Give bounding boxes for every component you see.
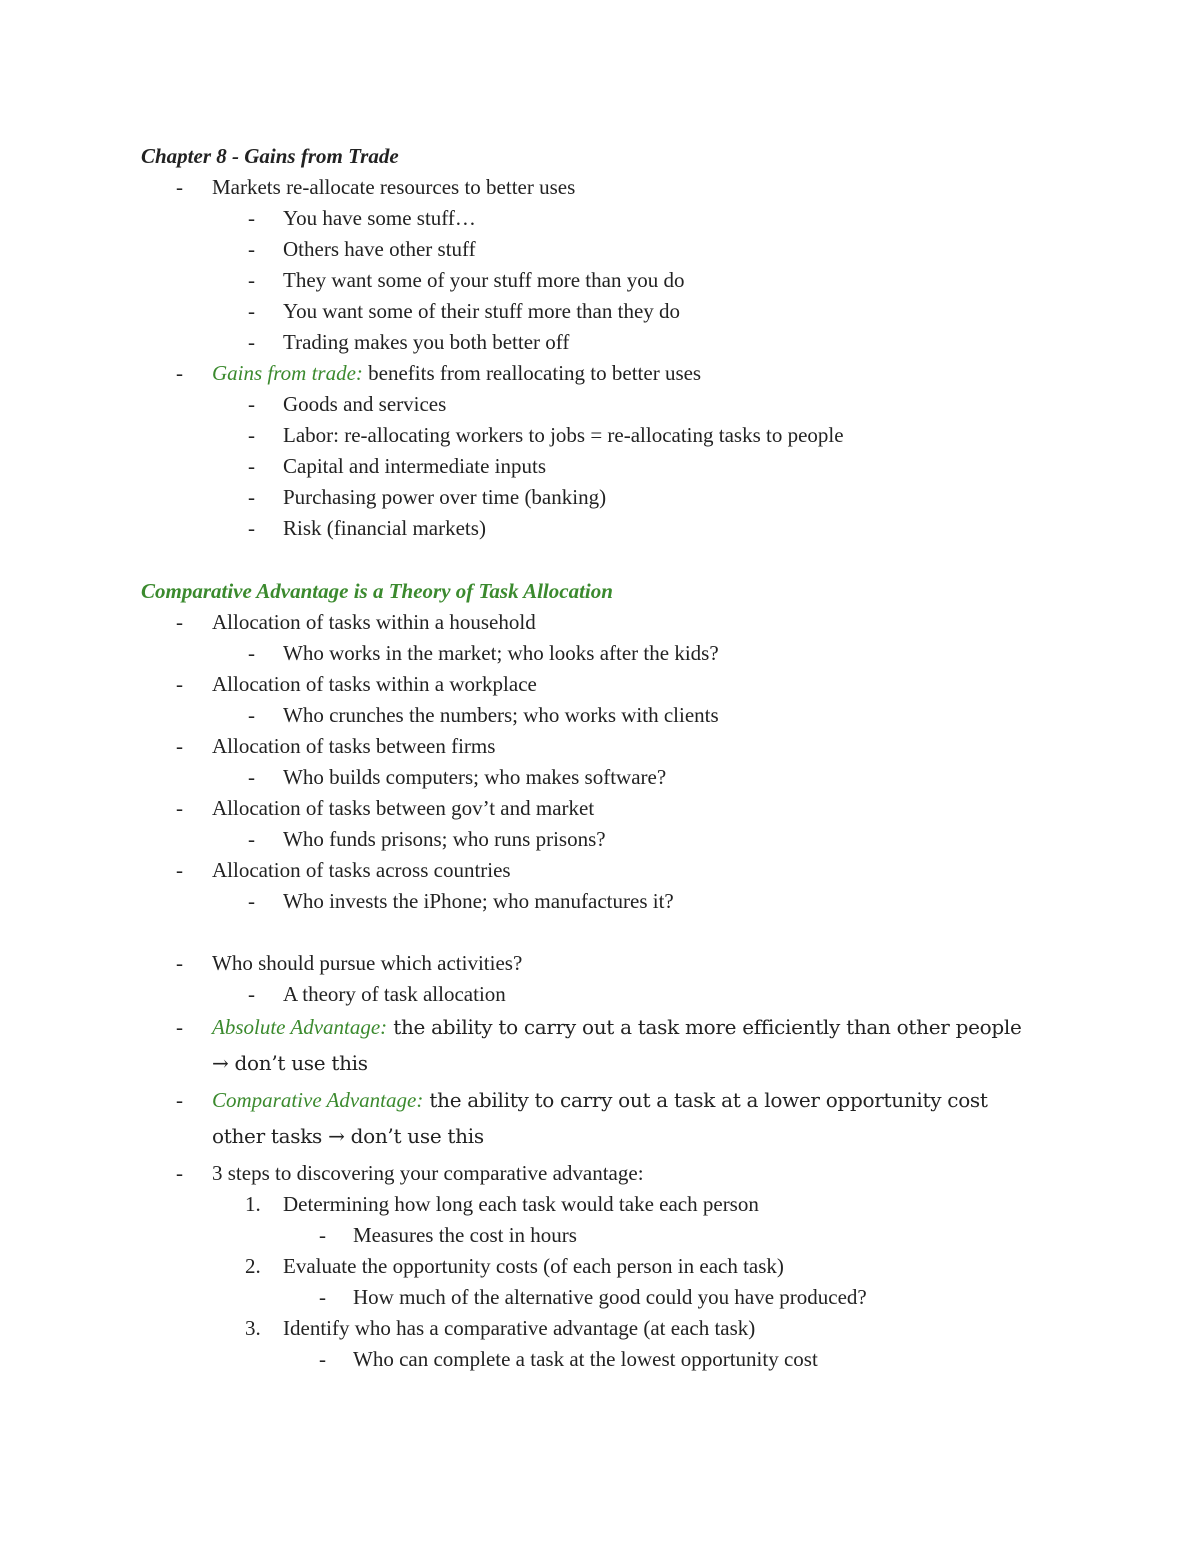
bullet-dash: - [248,982,255,1006]
bullet-dash: - [248,516,255,540]
list-item-text: You want some of their stuff more than they do [283,299,681,323]
list-item-text: Who invests the iPhone; who manufactures it? [283,889,674,913]
list-item-text: Who funds prisons; who runs prisons? [283,827,606,851]
bullet-dash: - [176,1161,183,1185]
bullet-dash: - [248,206,255,230]
list-item-text: 3 steps to discovering your comparative advantage: [212,1161,644,1185]
bullet-dash: - [248,641,255,665]
list-item-text: How much of the alternative good could you have produced? [353,1285,867,1309]
definition-line [212,1085,988,1116]
bullet-dash: - [319,1347,326,1371]
bullet-dash: - [176,1015,183,1039]
list-item-text: Measures the cost in hours [353,1223,577,1247]
bullet-dash: - [248,237,255,261]
bullet-dash: - [319,1223,326,1247]
bullet-dash: - [176,796,183,820]
bullet-dash: - [248,392,255,416]
list-item-text: They want some of your stuff more than you do [283,268,685,292]
list-item-text: Allocation of tasks within a household [212,610,536,634]
bullet-dash: - [248,454,255,478]
bullet-dash: - [248,268,255,292]
step-number: 2. [245,1254,261,1278]
bullet-dash: - [319,1285,326,1309]
bullet-dash: - [248,703,255,727]
list-item-text: Allocation of tasks between firms [212,734,496,758]
list-item-text: Labor: re-allocating workers to jobs = re-allocating tasks to people [283,423,844,447]
list-item-text: Trading makes you both better off [283,330,570,354]
bullet-dash: - [176,1088,183,1112]
term-gains-from-trade: Gains from trade: [212,361,363,385]
list-item-text: Allocation of tasks across countries [212,858,511,882]
definition-line [212,358,701,389]
list-item-text: Capital and intermediate inputs [283,454,547,478]
list-item-text: Who builds computers; who makes software? [283,765,667,789]
definition-line [212,1012,1022,1043]
list-item-text: Goods and services [283,392,447,416]
bullet-dash: - [248,889,255,913]
bullet-dash: - [176,361,183,385]
list-item-text: Who can complete a task at the lowest opportunity cost [353,1347,818,1371]
list-item-text: You have some stuff… [283,206,476,230]
section-heading: Comparative Advantage is a Theory of Task Allocation [141,579,613,603]
bullet-dash: - [176,951,183,975]
definition-text: benefits from reallocating to better uses [362,361,702,385]
bullet-dash: - [176,858,183,882]
list-item-text: Purchasing power over time (banking) [283,485,607,509]
term-absolute-advantage: Absolute Advantage: [212,1015,388,1039]
bullet-dash: - [248,423,255,447]
list-item-text: Who crunches the numbers; who works with clients [283,703,719,727]
bullet-dash: - [248,827,255,851]
list-item-text: A theory of task allocation [283,982,506,1006]
list-item-text: Others have other stuff [283,237,476,261]
list-item-text: Determining how long each task would take each person [283,1192,759,1216]
list-item-text: Allocation of tasks within a workplace [212,672,537,696]
bullet-dash: - [248,485,255,509]
bullet-dash: - [176,672,183,696]
bullet-dash: - [248,330,255,354]
bullet-dash: - [248,765,255,789]
step-number: 3. [245,1316,261,1340]
bullet-dash: - [176,175,183,199]
step-number: 1. [245,1192,261,1216]
chapter-heading: Chapter 8 - Gains from Trade [141,144,399,168]
list-item-text: Who works in the market; who looks after the kids? [283,641,719,665]
bullet-dash: - [176,610,183,634]
list-item-text: Who should pursue which activities? [212,951,523,975]
list-item-text: Identify who has a comparative advantage (at each task) [283,1316,756,1340]
definition-continuation: → don’t use this [212,1051,368,1075]
definition-continuation: other tasks → don’t use this [212,1124,484,1148]
bullet-dash: - [248,299,255,323]
term-comparative-advantage: Comparative Advantage: [212,1088,424,1112]
definition-text: the ability to carry out a task more efficiently than other people [387,1015,1022,1039]
list-item-text: Risk (financial markets) [283,516,486,540]
bullet-dash: - [176,734,183,758]
list-item-text: Allocation of tasks between gov’t and market [212,796,595,820]
definition-text: the ability to carry out a task at a lower opportunity cost [423,1088,988,1112]
list-item-text: Markets re-allocate resources to better uses [212,175,576,199]
list-item-text: Evaluate the opportunity costs (of each person in each task) [283,1254,784,1278]
